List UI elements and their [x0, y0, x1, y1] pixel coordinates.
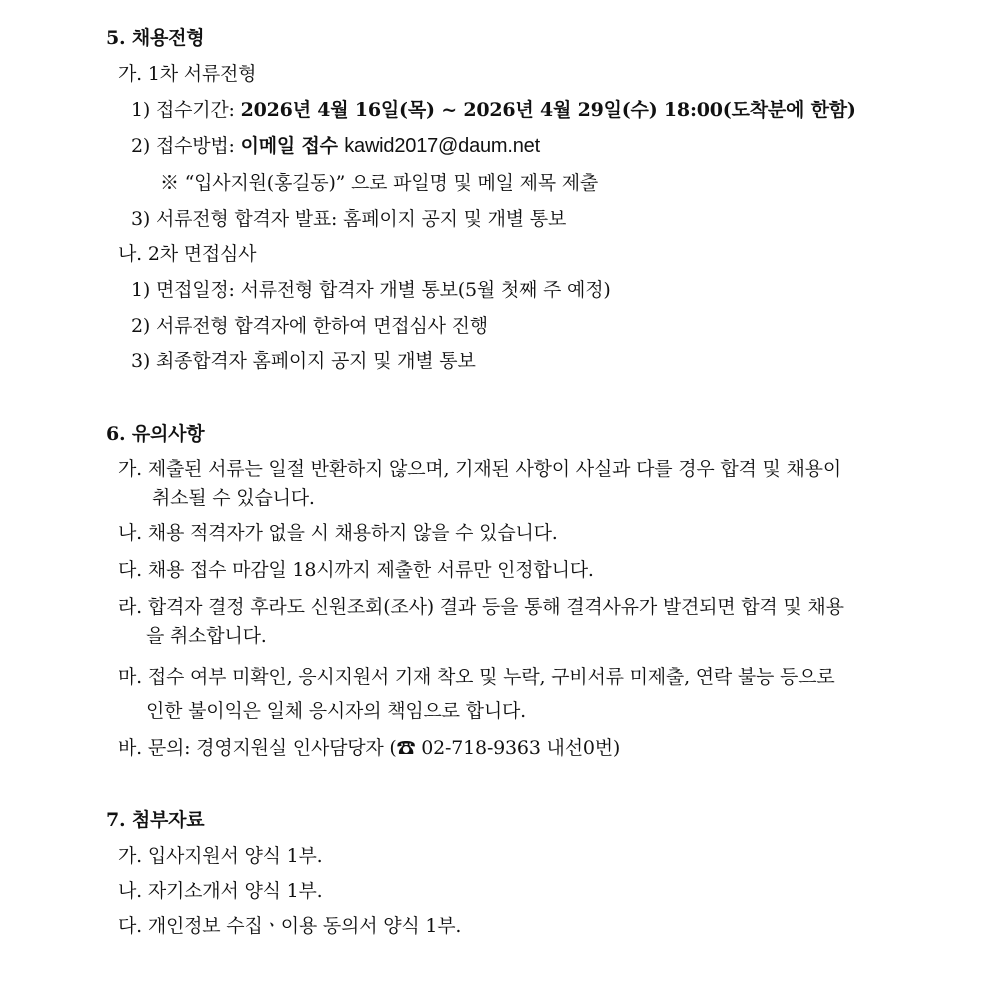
- section-6-item-a-line2: 취소될 수 있습니다.: [152, 487, 315, 509]
- application-period: 2026년 4월 16일(목) ~ 2026년 4월 29일(수) 18:00(도착분에 한함): [240, 99, 856, 121]
- phone-icon: ☎: [396, 737, 416, 759]
- application-method: 이메일 접수: [240, 135, 345, 157]
- application-email: kawid2017@daum.net: [344, 135, 540, 157]
- section-6-item-e-line2: 인한 불이익은 일체 응시자의 책임으로 합니다.: [146, 700, 526, 722]
- section-5-item-a: 가. 1차 서류전형: [118, 63, 257, 85]
- inquiry-prefix: 바. 문의: 경영지원실 인사담당자 (: [118, 737, 397, 759]
- section-6-heading: 6. 유의사항: [106, 423, 205, 445]
- section-5-item-b2: 2) 서류전형 합격자에 한하여 면접심사 진행: [131, 315, 488, 337]
- section-5-item-a2-note: ※ “입사지원(홍길동)” 으로 파일명 및 메일 제목 제출: [160, 172, 599, 194]
- section-6-item-e-line1: 마. 접수 여부 미확인, 응시지원서 기재 착오 및 누락, 구비서류 미제출, 연락 불능 등으로: [118, 666, 835, 688]
- section-5-item-a2: [131, 134, 540, 158]
- a2-prefix: 2) 접수방법:: [131, 135, 241, 157]
- inquiry-phone: 02-718-9363 내선0번): [415, 737, 621, 759]
- section-5-item-a3: 3) 서류전형 합격자 발표: 홈페이지 공지 및 개별 통보: [131, 208, 567, 230]
- section-6-item-a-line1: 가. 제출된 서류는 일절 반환하지 않으며, 기재된 사항이 사실과 다를 경우 합격 및 채용이: [118, 458, 841, 480]
- section-6-item-d-line1: 라. 합격자 결정 후라도 신원조회(조사) 결과 등을 통해 결격사유가 발견되면 합격 및 채용: [118, 596, 844, 618]
- section-5-item-b: 나. 2차 면접심사: [118, 243, 257, 265]
- section-5-item-a1: [131, 98, 856, 122]
- section-6-item-d-line2: 을 취소합니다.: [146, 625, 267, 647]
- section-6-item-f: [118, 736, 620, 760]
- section-6-item-b: 나. 채용 적격자가 없을 시 채용하지 않을 수 있습니다.: [118, 522, 558, 544]
- section-7-heading: 7. 첨부자료: [106, 809, 205, 831]
- a1-prefix: 1) 접수기간:: [131, 99, 241, 121]
- section-5-item-b3: 3) 최종합격자 홈페이지 공지 및 개별 통보: [131, 350, 476, 372]
- section-5-heading: 5. 채용전형: [106, 27, 205, 49]
- section-7-item-c: 다. 개인정보 수집ㆍ이용 동의서 양식 1부.: [118, 915, 462, 937]
- section-7-item-b: 나. 자기소개서 양식 1부.: [118, 880, 323, 902]
- section-5-item-b1: 1) 면접일정: 서류전형 합격자 개별 통보(5월 첫째 주 예정): [131, 279, 611, 301]
- section-6-item-c: 다. 채용 접수 마감일 18시까지 제출한 서류만 인정합니다.: [118, 559, 594, 581]
- section-7-item-a: 가. 입사지원서 양식 1부.: [118, 845, 323, 867]
